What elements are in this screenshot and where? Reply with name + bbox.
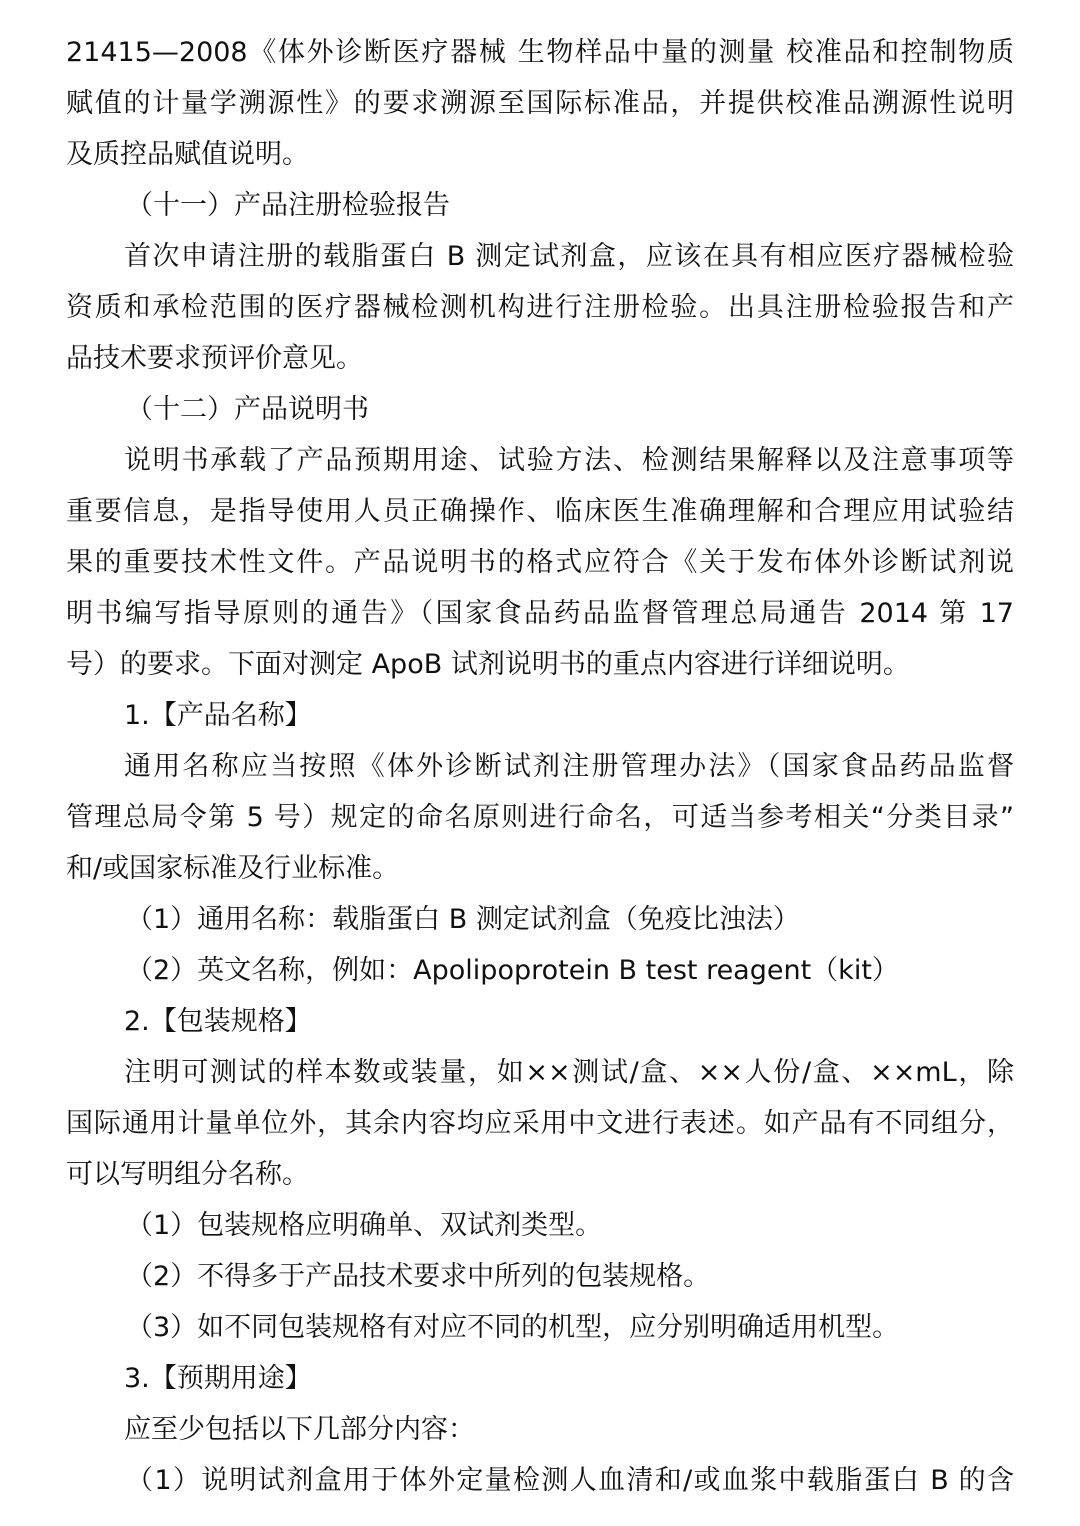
subsection-heading-packaging: 2.【包装规格】 — [124, 1006, 312, 1037]
paragraph-line: 号）的要求。下面对测定 ApoB 试剂说明书的重点内容进行详细说明。 — [66, 649, 910, 680]
document-page — [66, 27, 1014, 1506]
paragraph-line: 重要信息，是指导使用人员正确操作、临床医生准确理解和合理应用试验结 — [66, 496, 1014, 527]
paragraph-line: 品技术要求预评价意见。 — [66, 343, 363, 374]
paragraph-line: 管理总局令第 5 号）规定的命名原则进行命名，可适当参考相关“分类目录” — [66, 802, 1014, 833]
paragraph-line: 可以写明组分名称。 — [66, 1159, 309, 1190]
paragraph-line: 通用名称应当按照《体外诊断试剂注册管理办法》（国家食品药品监督 — [124, 751, 1014, 782]
list-item: （1）包装规格应明确单、双试剂类型。 — [126, 1210, 603, 1241]
list-item: （2）不得多于产品技术要求中所列的包装规格。 — [126, 1261, 711, 1292]
list-item: （2）英文名称，例如：Apolipoprotein B test reagent（kit） — [126, 955, 899, 986]
list-item: （1）通用名称：载脂蛋白 B 测定试剂盒（免疫比浊法） — [126, 904, 800, 935]
paragraph-line: 注明可测试的样本数或装量，如××测试/盒、××人份/盒、××mL，除 — [124, 1057, 1014, 1088]
subsection-heading-intended-use: 3.【预期用途】 — [124, 1363, 312, 1394]
paragraph-line: 应至少包括以下几部分内容： — [124, 1414, 475, 1445]
paragraph-line: 明书编写指导原则的通告》（国家食品药品监督管理总局通告 2014 第 17 — [66, 598, 1014, 629]
paragraph-line: 赋值的计量学溯源性》的要求溯源至国际标准品，并提供校准品溯源性说明 — [66, 88, 1014, 119]
paragraph-line: 国际通用计量单位外，其余内容均应采用中文进行表述。如产品有不同组分， — [66, 1108, 1014, 1139]
paragraph-line: 及质控品赋值说明。 — [66, 139, 309, 170]
paragraph-line: 说明书承载了产品预期用途、试验方法、检测结果解释以及注意事项等 — [124, 445, 1014, 476]
paragraph-line: 和/或国家标准及行业标准。 — [66, 853, 400, 884]
list-item: （1）说明试剂盒用于体外定量检测人血清和/或血浆中载脂蛋白 B 的含 — [126, 1465, 1014, 1496]
paragraph-line: 首次申请注册的载脂蛋白 B 测定试剂盒，应该在具有相应医疗器械检验 — [124, 241, 1014, 272]
list-item: （3）如不同包装规格有对应不同的机型，应分别明确适用机型。 — [126, 1312, 900, 1343]
section-heading-12: （十二）产品说明书 — [126, 394, 369, 425]
paragraph-line: 21415—2008《体外诊断医疗器械 生物样品中量的测量 校准品和控制物质 — [66, 37, 1014, 68]
subsection-heading-product-name: 1.【产品名称】 — [124, 700, 312, 731]
paragraph-line: 资质和承检范围的医疗器械检测机构进行注册检验。出具注册检验报告和产 — [66, 292, 1014, 323]
section-heading-11: （十一）产品注册检验报告 — [126, 190, 450, 221]
paragraph-line: 果的重要技术性文件。产品说明书的格式应符合《关于发布体外诊断试剂说 — [66, 547, 1014, 578]
